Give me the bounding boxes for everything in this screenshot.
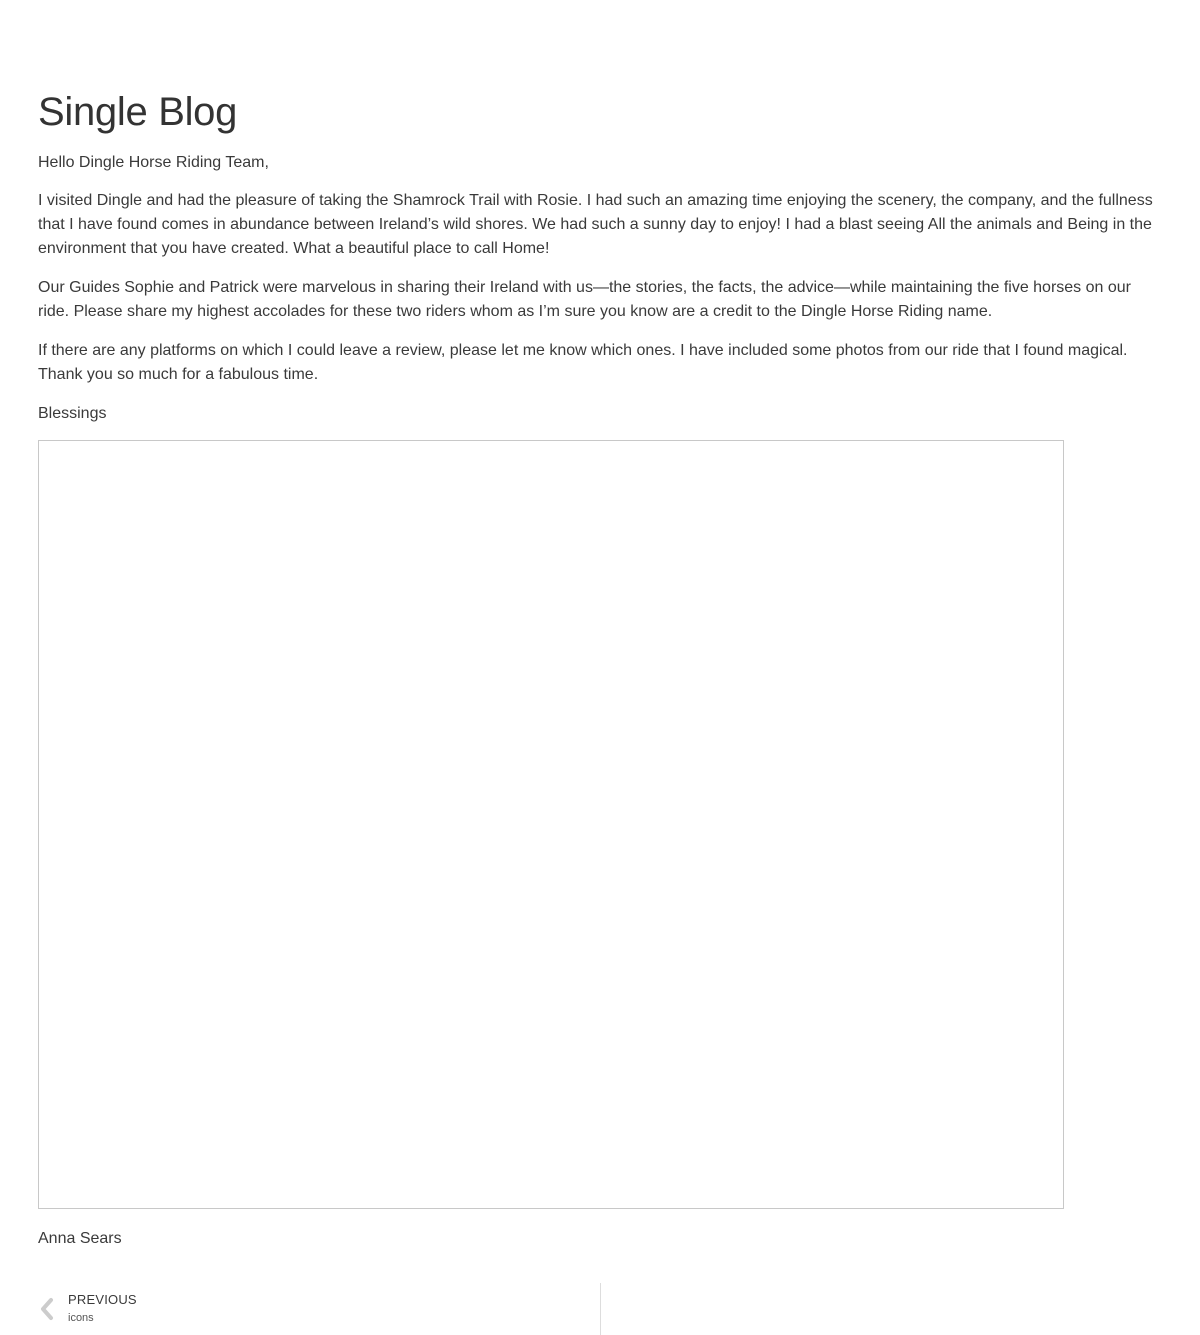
post-closing: Blessings bbox=[38, 405, 107, 422]
chevron-left-icon bbox=[38, 1297, 56, 1321]
post-paragraph: I visited Dingle and had the pleasure of taking the Shamrock Trail with Rosie. I had such an amazing time enjoying the scenery, the company, and the fullness that I have found comes in abundance between Ireland’s wild shores. We had such a sunny day to enjoy! I had a blast seeing All the animals and Being in the environment that you have created. What a beautiful place to call Home! bbox=[38, 192, 1153, 257]
previous-post-link[interactable] bbox=[38, 1289, 338, 1329]
previous-label: PREVIOUS bbox=[68, 1292, 137, 1307]
post-paragraph: If there are any platforms on which I could leave a review, please let me know which ones. I have included some photos from our ride that I found magical. Thank you so much for a fabulous time. bbox=[38, 342, 1128, 383]
previous-post-title: icons bbox=[68, 1312, 94, 1324]
nav-divider bbox=[600, 1283, 601, 1335]
embedded-photo-frame[interactable] bbox=[38, 440, 1064, 1209]
post-navigation bbox=[38, 1283, 1162, 1335]
post-greeting: Hello Dingle Horse Riding Team, bbox=[38, 154, 269, 171]
previous-post-text bbox=[68, 1292, 137, 1326]
post-signature: Anna Sears bbox=[38, 1230, 122, 1247]
page-title: Single Blog bbox=[38, 90, 238, 134]
post-paragraph: Our Guides Sophie and Patrick were marvelous in sharing their Ireland with us—the stories, the facts, the advice—while maintaining the five horses on our ride. Please share my highest accolades for these two riders whom as I’m sure you know are a credit to the Dingle Horse Riding name. bbox=[38, 279, 1131, 320]
